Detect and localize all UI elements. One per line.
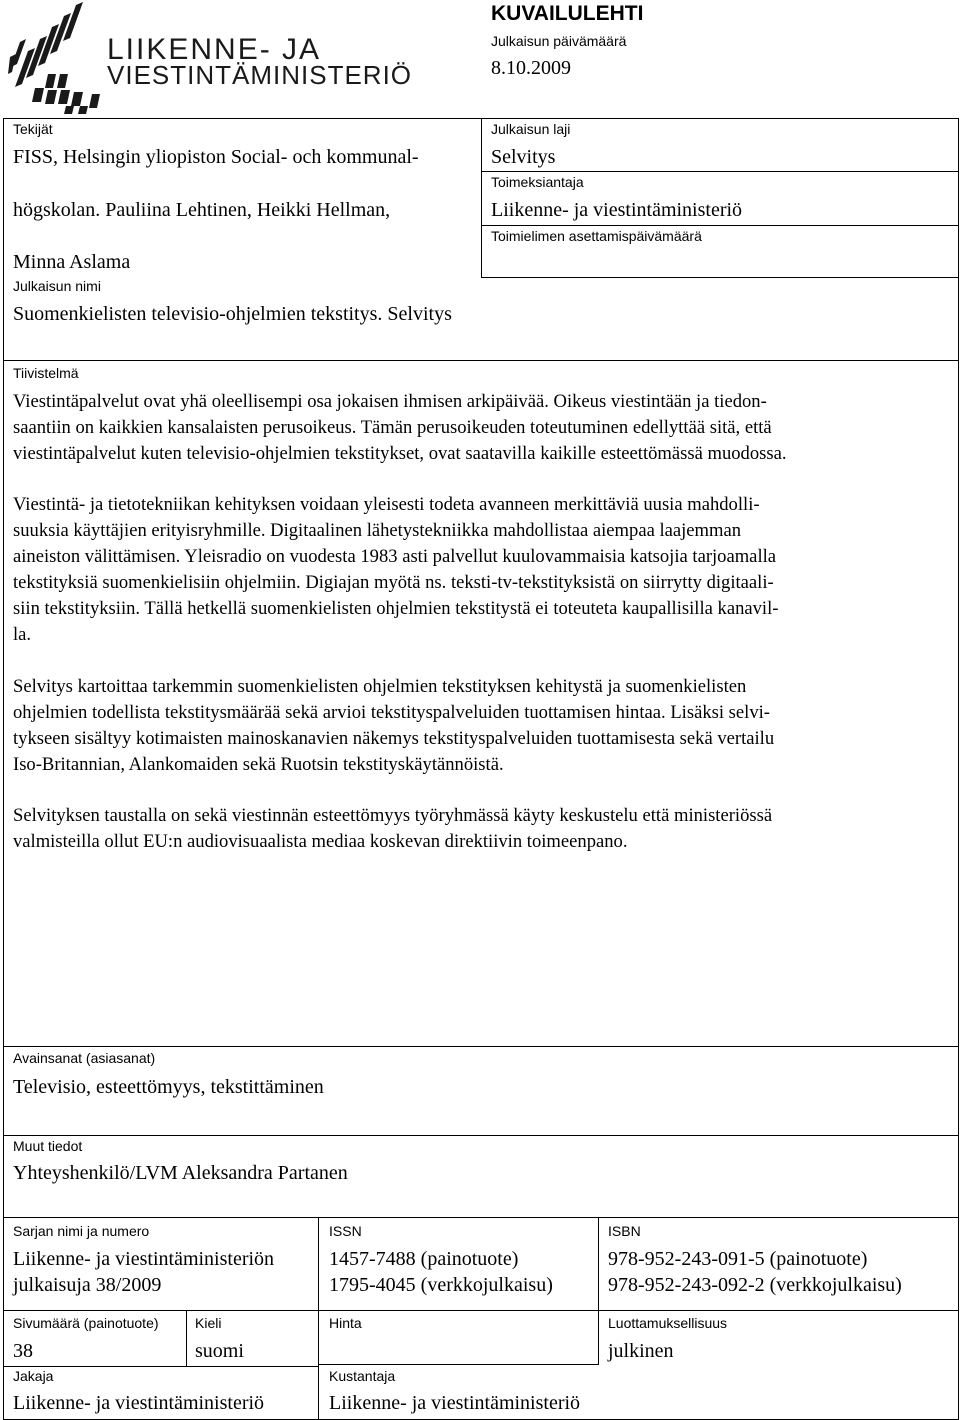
title-value: Suomenkielisten televisio-ohjelmien tekstitys. Selvitys	[13, 303, 452, 325]
distributor-value: Liikenne- ja viestintäministeriö	[13, 1392, 265, 1414]
pages-bottom-rule	[3, 1366, 318, 1367]
isbn-label: ISBN	[608, 1223, 641, 1239]
grid-divider-1	[318, 1217, 319, 1420]
grid-divider-3	[186, 1310, 187, 1366]
publication-type-label: Julkaisun laji	[491, 121, 571, 137]
summary-p1-line2: saantiin on kaikkien kansalaisten perusoikeus. Tämän perusoikeuden toteutuminen edellyttää sitä, että	[13, 417, 772, 438]
language-label: Kieli	[195, 1315, 222, 1331]
commissioner-label: Toimeksiantaja	[491, 174, 584, 190]
authors-line-3: Minna Aslama	[13, 251, 131, 273]
summary-p2-line5: siin tekstityksiin. Tällä hetkellä suomenkielisten ohjelmien tekstitystä ei toteuteta kaupallisilla kanavil-	[13, 598, 779, 619]
isbn-line-2: 978-952-243-092-2 (verkkojulkaisu)	[608, 1274, 902, 1296]
summary-p1-line1: Viestintäpalvelut ovat yhä oleellisempi osa jokaisen ihmisen arkipäivää. Oikeus viestintään ja tiedon-	[13, 391, 767, 412]
issn-line-2: 1795-4045 (verkkojulkaisu)	[329, 1274, 553, 1296]
pages-label: Sivumäärä (painotuote)	[13, 1315, 159, 1331]
left-border	[3, 118, 4, 1420]
summary-p2-line4: tekstityksiä suomenkielisiin ohjelmiin. Digiajan myötä ns. teksti-tv-tekstityksistä on siirrytty digitaali-	[13, 572, 774, 593]
summary-p3-line1: Selvitys kartoittaa tarkemmin suomenkielisten ohjelmien tekstityksen kehitystä ja suomenkielisten	[13, 676, 747, 697]
authors-line-2: högskolan. Pauliina Lehtinen, Heikki Hellman,	[13, 199, 391, 221]
summary-p3-line4: Iso-Britannian, Alankomaiden sekä Ruotsin tekstityskäytännöistä.	[13, 754, 504, 775]
keywords-bottom-rule	[3, 1135, 959, 1136]
document-type-heading: KUVAILULEHTI	[491, 2, 644, 25]
publisher-label: Kustantaja	[329, 1368, 396, 1384]
publisher-value: Liikenne- ja viestintäministeriö	[329, 1392, 581, 1414]
summary-p3-line2: ohjelmien todellista tekstitysmäärää sekä arvioi tekstityspalveluiden tuottamisen hintaa. Lisäksi selvi-	[13, 702, 770, 723]
issn-line-1: 1457-7488 (painotuote)	[329, 1248, 519, 1270]
keywords-value: Televisio, esteettömyys, tekstittäminen	[13, 1076, 324, 1098]
commissioner-value: Liikenne- ja viestintäministeriö	[491, 199, 743, 221]
issn-label: ISSN	[329, 1223, 362, 1239]
price-label: Hinta	[329, 1315, 362, 1331]
summary-body	[13, 0, 948, 1040]
publication-date-value: 8.10.2009	[491, 57, 571, 79]
pages-value: 38	[13, 1340, 33, 1362]
logo-text-line1: LIIKENNE- JA	[107, 33, 322, 66]
summary-p2-line3: aineiston välittämisen. Yleisradio on vuodesta 1983 asti palvellut kuulovammaisia katsojia tarjoamalla	[13, 546, 777, 567]
series-line-2: julkaisuja 38/2009	[13, 1274, 162, 1296]
summary-label: Tiivistelmä	[13, 365, 79, 381]
summary-p3-line3: tykseen sisältyy kotimaisten mainoskanavien näkemys tekstityspalveluiden tuottamisesta sekä vertailu	[13, 728, 775, 749]
summary-p1-line3: viestintäpalvelut kuten televisio-ohjelmien tekstitykset, ovat saatavilla kaikille esteettömässä muodossa.	[13, 443, 787, 464]
right-border	[958, 118, 959, 1420]
summary-p2-line6: la.	[13, 624, 32, 645]
series-line-1: Liikenne- ja viestintäministeriön	[13, 1248, 275, 1270]
authors-label: Tekijät	[13, 121, 53, 137]
series-label: Sarjan nimi ja numero	[13, 1223, 150, 1239]
price-bottom-rule	[318, 1364, 598, 1365]
confidentiality-label: Luottamuksellisuus	[608, 1315, 728, 1331]
summary-p4-line2: valmisteilla ollut EU:n audiovisuaalista mediaa koskevan direktiivin toimeenpano.	[13, 831, 628, 852]
language-value: suomi	[195, 1340, 244, 1362]
publication-type-value: Selvitys	[491, 146, 556, 168]
summary-p4-line1: Selvityksen taustalla on sekä viestinnän esteettömyys työryhmässä käyty keskustelu että ministeriössä	[13, 805, 773, 826]
authors-line-1: FISS, Helsingin yliopiston Social- och kommunal-	[13, 146, 419, 168]
other-info-bottom-rule	[3, 1217, 959, 1218]
summary-p2-line2: suuksia käyttäjien erityisryhmille. Digitaalinen lähetystekniikka mahdollistaa aiempaa laajemman	[13, 520, 742, 541]
confidentiality-value: julkinen	[608, 1340, 674, 1362]
isbn-line-1: 978-952-243-091-5 (painotuote)	[608, 1248, 868, 1270]
logo-text-line2: VIESTINTÄMINISTERIÖ	[107, 60, 413, 90]
other-info-label: Muut tiedot	[13, 1138, 83, 1154]
distributor-label: Jakaja	[13, 1368, 54, 1384]
appointment-date-label: Toimielimen asettamispäivämäärä	[491, 228, 702, 244]
other-info-value: Yhteyshenkilö/LVM Aleksandra Partanen	[13, 1162, 348, 1184]
grid-divider-2	[598, 1217, 599, 1365]
keywords-label: Avainsanat (asiasanat)	[13, 1050, 156, 1066]
summary-p2-line1: Viestintä- ja tietotekniikan kehityksen voidaan yleisesti todeta avanneen merkittäviä uusia mahdolli-	[13, 494, 760, 515]
publication-date-label: Julkaisun päivämäärä	[491, 33, 627, 49]
series-bottom-rule	[3, 1310, 959, 1311]
summary-bottom-rule	[3, 1046, 959, 1047]
title-label: Julkaisun nimi	[13, 278, 101, 294]
